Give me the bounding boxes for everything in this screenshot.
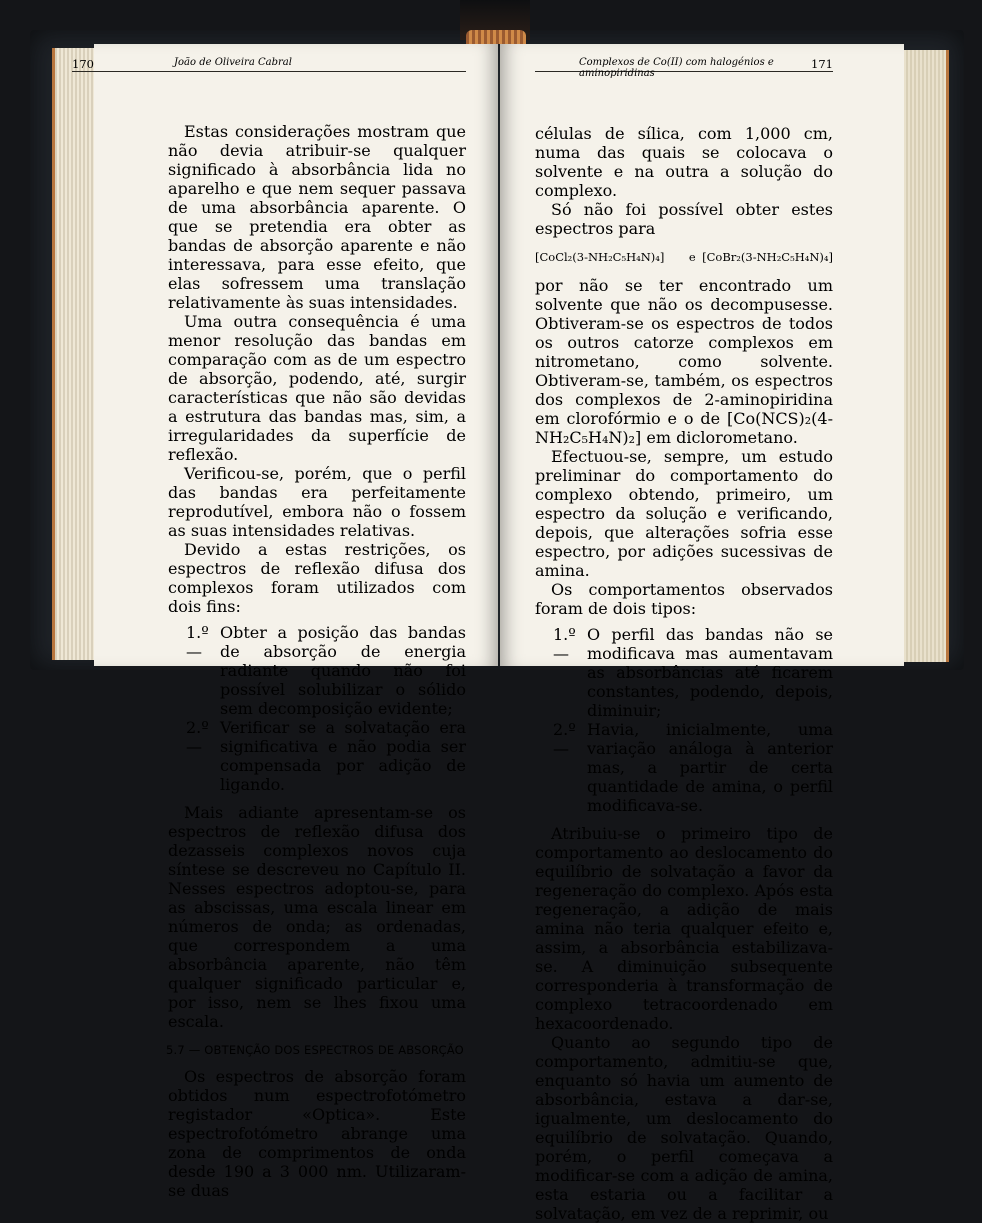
- paragraph: Só não foi possível obter estes espectros para: [535, 200, 833, 238]
- paragraph: Devido a estas restrições, os espectros de reflexão difusa dos complexos foram utilizados com dois fins:: [168, 540, 466, 616]
- right-page-number: 171: [811, 57, 833, 71]
- list-marker: 2.º —: [186, 718, 209, 756]
- left-page-number: 170: [72, 57, 94, 71]
- paragraph: Verificou-se, porém, que o perfil das bandas era perfeitamente reprodutível, embora não o fossem as suas intensidades relativas.: [168, 464, 466, 540]
- paragraph: Estas considerações mostram que não devia atribuir-se qualquer significado à absorbância lida no aparelho e que nem sequer passava de uma absorbância aparente. O que se pretendia era obter as bandas de absorção aparente e não interessava, para esse efeito, que elas sofressem uma translação relativamente às suas intensidades.: [168, 122, 466, 312]
- paragraph: por não se ter encontrado um solvente que não os decompusesse. Obtiveram-se os espectros de todos os outros catorze complexos em nitrometano, como solvente. Obtiveram-se, também, os espectros dos complexos de 2-aminopiridina em clorofórmio e o de [Co(NCS)₂(4-NH₂C₅H₄N)₂] em diclorometano.: [535, 276, 833, 447]
- spine-headband: [466, 30, 526, 44]
- paragraph: Os espectros de absorção foram obtidos num espectrofotómetro registador «Optica». Este espectrofotómetro abrange uma zona de comprimentos de onda desde 190 a 3 000 nm. Utilizaram-se duas: [168, 1067, 466, 1200]
- chemical-formula: [CoBr₂(3-NH₂C₅H₄N)₄]: [702, 250, 833, 264]
- paragraph: Efectuou-se, sempre, um estudo preliminar do comportamento do complexo obtendo, primeiro, um espectro da solução e verificando, depois, que alterações sofria esse espectro, por adições sucessivas de amina.: [535, 447, 833, 580]
- numbered-list: [186, 623, 466, 794]
- numbered-list: [553, 625, 833, 815]
- list-text: Havia, inicialmente, uma variação análoga à anterior mas, a partir de certa quantidade de amina, o perfil modificava-se.: [587, 720, 833, 815]
- left-running-header: [72, 57, 466, 72]
- list-item: [553, 720, 833, 815]
- list-marker: 1.º —: [553, 625, 576, 663]
- left-running-head: João de Oliveira Cabral: [174, 57, 292, 68]
- list-marker: 1.º —: [186, 623, 209, 661]
- paragraph: Atribuiu-se o primeiro tipo de comportamento ao deslocamento do equilíbrio de solvatação a favor da regeneração do complexo. Após esta regeneração, a adição de mais amina não teria qualquer efeito e, assim, a absorbância estabilizava-se. A diminuição subsequente corresponderia à transformação de complexo tetracoordenado em hexacoordenado.: [535, 824, 833, 1033]
- list-text: Verificar se a solvatação era significativa e não podia ser compensada por adição de ligando.: [220, 718, 466, 794]
- paragraph: Uma outra consequência é uma menor resolução das bandas em comparação com as de um espectro de absorção, podendo, até, surgir características que não são devidas a estrutura das bandas mas, sim, a irregularidades da superfície de reflexão.: [168, 312, 466, 464]
- section-heading: 5.7 — OBTENÇÃO DOS ESPECTROS DE ABSORÇÃO: [166, 1043, 464, 1057]
- left-text-column: [168, 122, 466, 1200]
- list-item: [186, 718, 466, 794]
- right-running-header: [535, 57, 833, 79]
- right-text-column: [535, 124, 833, 1223]
- right-running-head: Complexos de Co(II) com halogénios e aminopiridinas: [579, 57, 774, 79]
- formula-line: [535, 250, 833, 264]
- paragraph: Os comportamentos observados foram de dois tipos:: [535, 580, 833, 618]
- paragraph: células de sílica, com 1,000 cm, numa das quais se colocava o solvente e na outra a solução do complexo.: [535, 124, 833, 200]
- right-page-edges: [900, 50, 949, 662]
- formula-joiner: e: [688, 250, 696, 264]
- list-item: [553, 625, 833, 720]
- list-text: O perfil das bandas não se modificava mas aumentavam as absorbâncias até ficarem constantes, podendo, depois, diminuir;: [587, 625, 833, 720]
- paragraph: Mais adiante apresentam-se os espectros de reflexão difusa dos dezasseis complexos novos cuja síntese se descreveu no Capítulo II. Nesses espectros adoptou-se, para as abscissas, uma escala linear em números de onda; as ordenadas, que correspondem a uma absorbância aparente, não têm qualquer significado particular e, por isso, nem se lhes fixou uma escala.: [168, 803, 466, 1031]
- list-text: Obter a posição das bandas de absorção de energia radiante quando não foi possível solubilizar o sólido sem decomposição evidente;: [220, 623, 466, 718]
- paragraph: Quanto ao segundo tipo de comportamento, admitiu-se que, enquanto só havia um aumento de absorbância, estava a dar-se, igualmente, um deslocamento do equilíbrio de solvatação. Quando, porém, o perfil começava a modificar-se com a adição de amina, esta estaria ou a facilitar a solvatação, em vez de a reprimir, ou: [535, 1033, 833, 1223]
- list-marker: 2.º —: [553, 720, 576, 758]
- list-item: [186, 623, 466, 718]
- chemical-formula: [CoCl₂(3-NH₂C₅H₄N)₄]: [535, 250, 665, 264]
